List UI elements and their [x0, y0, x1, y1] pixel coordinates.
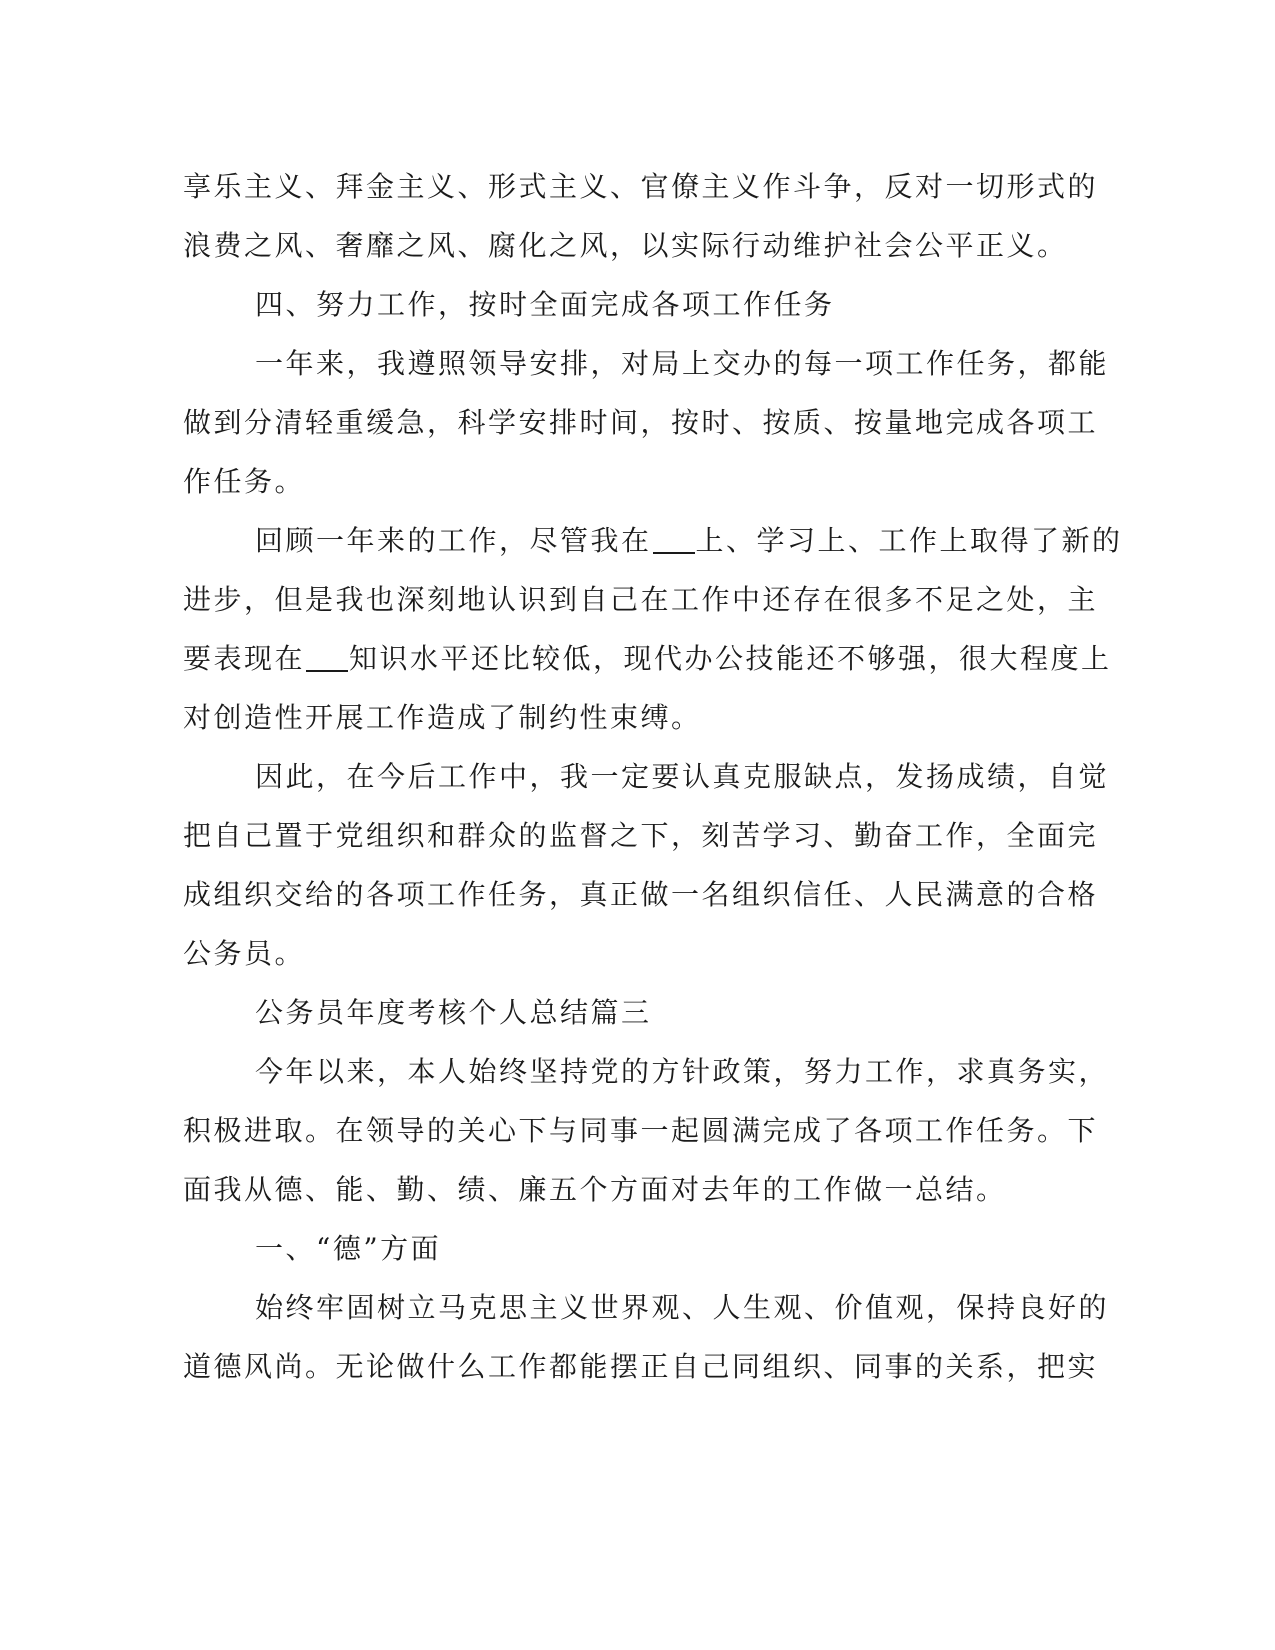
text-line: 作任务。: [183, 465, 306, 498]
text-line: 道德风尚。无论做什么工作都能摆正自己同组织、同事的关系，把实: [183, 1350, 1099, 1383]
text-segment: 知识水平还比较低，现代办公技能还不够强，很大程度上: [349, 642, 1112, 675]
text-line: 进步，但是我也深刻地认识到自己在工作中还存在很多不足之处，主: [183, 583, 1099, 616]
text-segment: 要表现在: [183, 642, 306, 675]
text-line: 做到分清轻重缓急，科学安排时间，按时、按质、按量地完成各项工: [183, 406, 1099, 439]
text-line: 对创造性开展工作造成了制约性束缚。: [183, 701, 702, 734]
text-line: 一年来，我遵照领导安排，对局上交办的每一项工作任务，都能: [255, 347, 1110, 380]
text-line: 公务员。: [183, 937, 306, 970]
text-segment: 上、学习上、工作上取得了新的: [695, 524, 1123, 557]
text-line: 因此，在今后工作中，我一定要认真克服缺点，发扬成绩，自觉: [255, 760, 1110, 793]
text-line: 享乐主义、拜金主义、形式主义、官僚主义作斗争，反对一切形式的: [183, 170, 1099, 203]
fill-in-blank: [653, 518, 695, 554]
text-line: 面我从德、能、勤、绩、廉五个方面对去年的工作做一总结。: [183, 1173, 1007, 1206]
section-heading: 四、努力工作，按时全面完成各项工作任务: [255, 288, 835, 321]
section-heading: 一、“德”方面: [255, 1232, 442, 1265]
document-body: [183, 157, 1123, 1396]
article-title: 公务员年度考核个人总结篇三: [255, 996, 652, 1029]
text-line: [183, 511, 1123, 570]
text-line: 始终牢固树立马克思主义世界观、人生观、价值观，保持良好的: [255, 1291, 1110, 1324]
text-line: [183, 629, 1112, 688]
text-line: 今年以来，本人始终坚持党的方针政策，努力工作，求真务实，: [255, 1055, 1110, 1088]
fill-in-blank: [306, 636, 348, 672]
text-line: 浪费之风、奢靡之风、腐化之风，以实际行动维护社会公平正义。: [183, 229, 1068, 262]
text-line: 把自己置于党组织和群众的监督之下，刻苦学习、勤奋工作，全面完: [183, 819, 1099, 852]
text-line: 积极进取。在领导的关心下与同事一起圆满完成了各项工作任务。下: [183, 1114, 1099, 1147]
text-segment: 回顾一年来的工作，尽管我在: [255, 524, 652, 557]
text-line: 成组织交给的各项工作任务，真正做一名组织信任、人民满意的合格: [183, 878, 1099, 911]
